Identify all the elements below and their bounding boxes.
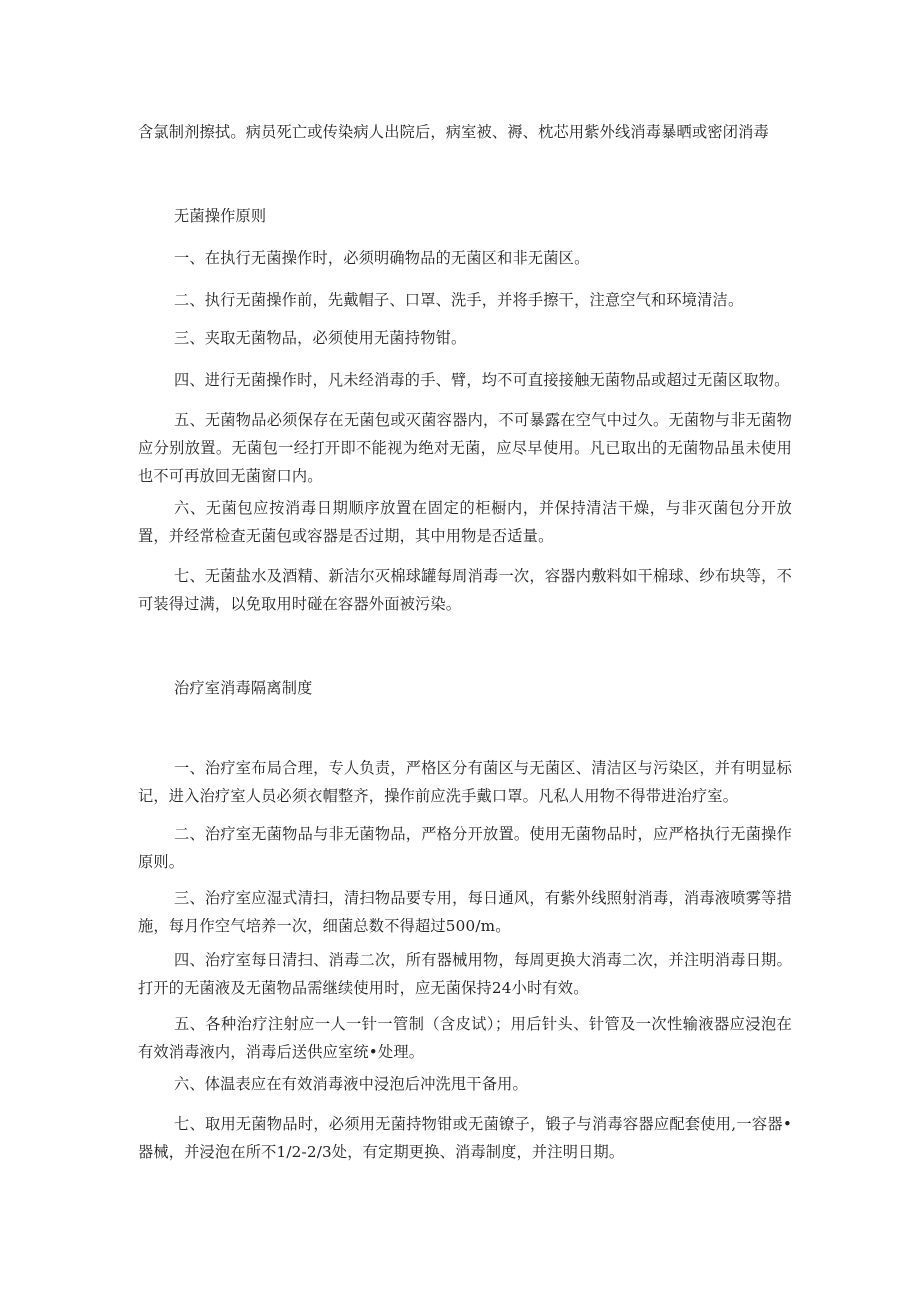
treatment-item-3: 三、治疗室应湿式清扫，清扫物品要专用，每日通风，有紫外线照射消毒，消毒液喷雾等措施，每月作空气培养一次，细菌总数不得超过500/m。 (138, 889, 792, 935)
aseptic-item-4: 四、进行无菌操作时，凡未经消毒的手、臂，均不可直接接触无菌物品或超过无菌区取物。 (174, 371, 790, 389)
section-title-aseptic: 无菌操作原则 (174, 207, 267, 225)
aseptic-item-7: 七、无菌盐水及酒精、新洁尔灭棉球罐每周消毒一次，容器内敷料如干棉球、纱布块等，不可装得过满，以免取用时碰在容器外面被污染。 (138, 567, 792, 613)
treatment-item-2: 二、治疗室无菌物品与非无菌物品，严格分开放置。使用无菌物品时，应严格执行无菌操作原则。 (138, 825, 792, 871)
treatment-item-4: 四、治疗室每日清扫、消毒二次，所有器械用物，每周更换大消毒二次，并注明消毒日期。打开的无菌液及无菌物品需继续使用时，应无菌保持24小时有效。 (138, 951, 792, 997)
aseptic-item-2: 二、执行无菌操作前，先戴帽子、口罩、洗手，并将手擦干，注意空气和环境清洁。 (174, 291, 744, 309)
aseptic-item-1: 一、在执行无菌操作时，必须明确物品的无菌区和非无菌区。 (174, 249, 590, 267)
treatment-item-5: 五、各种治疗注射应一人一针一管制（含皮试）；用后针头、针管及一次性输液器应浸泡在有效消毒液内，消毒后送供应室统•处理。 (138, 1015, 792, 1061)
treatment-item-1: 一、治疗室布局合理，专人负责，严格区分有菌区与无菌区、清洁区与污染区，并有明显标记，进入治疗室人员必须衣帽整齐，操作前应洗手戴口罩。凡私人用物不得带进治疗室。 (138, 759, 792, 805)
treatment-item-7: 七、取用无菌物品时，必须用无菌持物钳或无菌镣子，锻子与消毒容器应配套使用,一容器•器械，并浸泡在所不1/2-2/3处，有定期更换、消毒制度，并注明日期。 (138, 1115, 792, 1161)
aseptic-item-6: 六、无菌包应按消毒日期顺序放置在固定的柜橱内，并保持清洁干燥，与非灭菌包分开放置，并经常检查无菌包或容器是否过期，其中用物是否适量。 (138, 499, 792, 545)
treatment-item-6: 六、体温表应在有效消毒液中浸泡后冲洗甩干备用。 (174, 1075, 528, 1093)
aseptic-item-5: 五、无菌物品必须保存在无菌包或灭菌容器内，不可暴露在空气中过久。无菌物与非无菌物应分别放置。无菌包一经打开即不能视为绝对无菌，应尽早使用。凡已取出的无菌物品虽未使用也不可再放回无菌窗口内。 (138, 411, 792, 485)
section-title-treatment-room: 治疗室消毒隔离制度 (174, 679, 313, 697)
aseptic-item-3: 三、夹取无菌物品，必须使用无菌持物钳。 (174, 329, 467, 347)
intro-paragraph: 含氯制剂擦拭。病员死亡或传染病人出院后，病室被、褥、枕芯用紫外线消毒暴晒或密闭消毒 (138, 123, 769, 141)
